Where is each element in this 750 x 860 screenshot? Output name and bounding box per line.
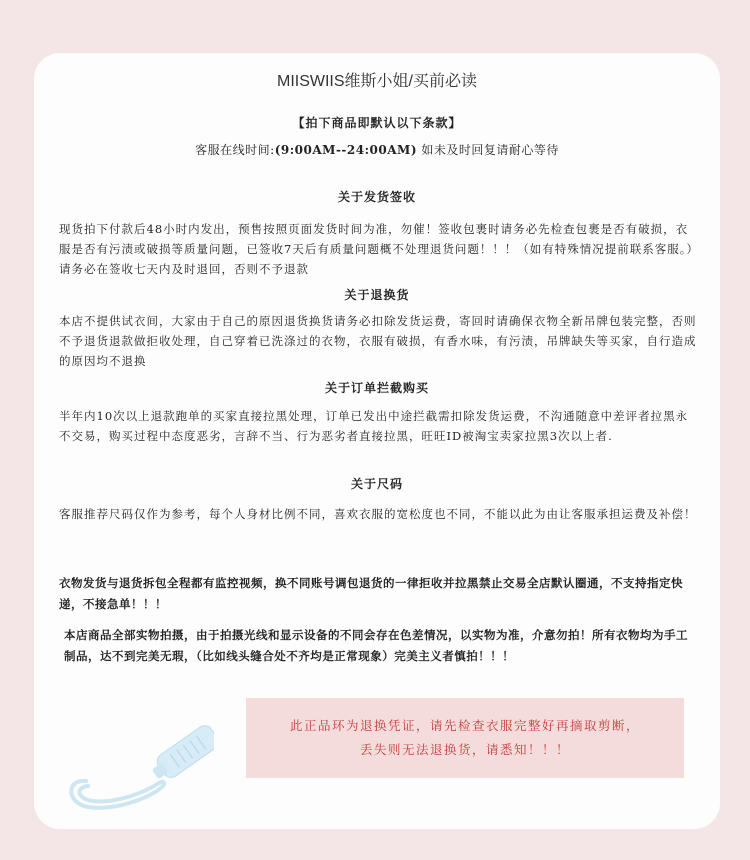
notice-card [34, 53, 720, 829]
tag-notice [246, 698, 684, 778]
section-body-interception: 半年内10次以上退款跑单的买家直接拉黑处理，订单已发出中途拦截需扣除发货运费，不沟通随意中差评者拉黑永不交易，购买过程中态度恶劣，言辞不当、行为恶劣者直接拉黑，旺旺ID被淘宝卖家拉黑3次以上者. [59, 409, 689, 443]
service-hours [34, 141, 720, 158]
service-hours-time: (9:00AM--24:00AM) [274, 143, 418, 157]
section-body-shipping: 现货拍下付款后48小时内发出，预售按照页面发货时间为准，勿催！签收包裹时请务必先检查包裹是否有破损，衣服是否有污渍或破损等质量问题，已签收7天后有质量问题概不处理退货问题！！！（如有特殊情况提前联系客服。）请务必在签收七天内及时退回，否则不予退款 [59, 222, 694, 276]
section-body-returns: 本店不提供试衣间，大家由于自己的原因退货换货请务必扣除发货运费，寄回时请确保衣物全新吊牌包装完整，否则不予退货退款做拒收处理，自己穿着已洗涤过的衣物，衣服有破损，有香水味，有污渍，吊牌缺失等买家，自行造成的原因均不退换 [59, 314, 697, 368]
section-heading-sizing: 关于尺码 [350, 477, 403, 491]
color-difference-note: 本店商品全部实物拍摄，由于拍摄光线和显示设备的不同会存在色差情况，以实物为准，介意勿拍！所有衣物均为手工制品，达不到完美无瑕，（比如线头缝合处不齐均是正常现象）完美主义者慎拍！！！ [64, 628, 688, 663]
terms-banner: 【拍下商品即默认以下条款】 [292, 116, 462, 130]
section-body-sizing: 客服推荐尺码仅作为参考，每个人身材比例不同，喜欢衣服的宽松度也不同，不能以此为由让客服承担运费及补偿！ [59, 507, 697, 521]
section-heading-interception: 关于订单拦截购买 [324, 381, 429, 395]
section-heading-shipping: 关于发货签收 [337, 190, 416, 204]
service-hours-note: 如未及时回复请耐心等待 [417, 143, 559, 157]
tag-notice-line-1: 此正品环为退换凭证，请先检查衣服完整好再摘取剪断， [289, 718, 640, 733]
service-hours-label: 客服在线时间: [195, 143, 275, 157]
security-tag-icon [64, 703, 214, 818]
section-heading-returns: 关于退换货 [344, 288, 410, 302]
page-title: MIISWIIS维斯小姐/买前必读 [276, 73, 477, 90]
tag-notice-line-2: 丢失则无法退换货，请悉知！！！ [359, 742, 570, 757]
monitoring-note: 衣物发货与退货拆包全程都有监控视频，换不同账号调包退货的一律拒收并拉黑禁止交易全店默认圈通，不支持指定快递，不接急单！！！ [59, 576, 683, 611]
